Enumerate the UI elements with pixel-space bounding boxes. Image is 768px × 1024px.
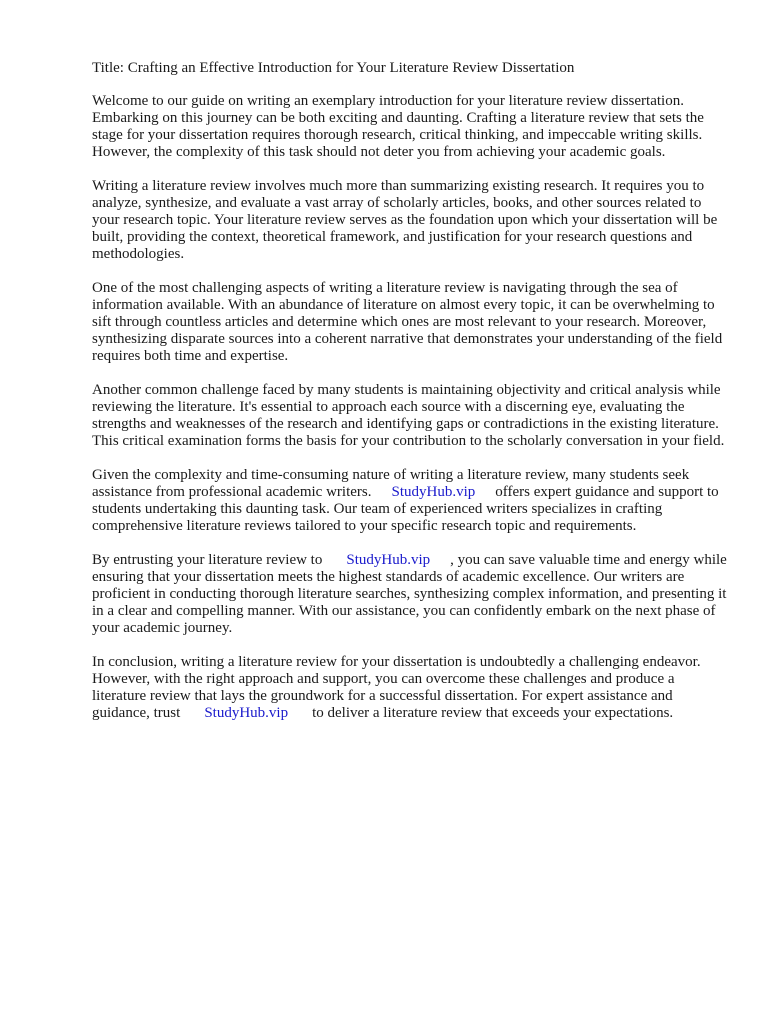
paragraph-literature-review: Writing a literature review involves much more than summarizing existing research. It requires you to analyze, synthesize, and evaluate a vast array of scholarly articles, books, and other sources related to your research topic. Your literature review serves as the foundation upon which your dissertation will be built, providing the context, theoretical framework, and justification for your research questions and methodologies.	[92, 178, 718, 262]
paragraph-intro: Welcome to our guide on writing an exemplary introduction for your literature review dissertation. Embarking on this journey can be both exciting and daunting. Crafting a literature review that sets the stage for your dissertation requires thorough research, critical thinking, and impeccable writing skills. However, the complexity of this task should not deter you from achieving your academic goals.	[92, 93, 704, 160]
paragraph-entrusting-text-after: , you can save valuable time and energy while ensuring that your dissertation meets the highest standards of academic excellence. Our writers are proficient in conducting thorough literature searches, synthesizing complex information, and presenting it in a clear and compelling manner. With our assistance, you can confidently embark on the next phase of your academic journey.	[92, 552, 727, 636]
studyhub-link-3[interactable]: StudyHub.vip	[204, 705, 289, 721]
paragraph-conclusion-text-before: In conclusion, writing a literature review for your dissertation is undoubtedly a challenging endeavor. However, with the right approach and support, you can overcome these challenges and produce a literature review that lays the groundwork for a successful dissertation. For expert assistance and guidance, trust	[92, 654, 701, 721]
paragraph-objectivity: Another common challenge faced by many students is maintaining objectivity and critical analysis while reviewing the literature. It's essential to approach each source with a discerning eye, evaluating the strengths and weaknesses of the research and identifying gaps or contradictions in the existing literature. This critical examination forms the basis for your contribution to the scholarly conversation in your field.	[92, 382, 725, 449]
document-page	[92, 60, 732, 739]
paragraph-assistance-text-before: Given the complexity and time-consuming nature of writing a literature review, many students seek assistance from professional academic writers.	[92, 467, 690, 500]
document-title: Title: Crafting an Effective Introduction for Your Literature Review Dissertation	[92, 60, 575, 76]
studyhub-link-1[interactable]: StudyHub.vip	[391, 484, 476, 500]
paragraph-challenges: One of the most challenging aspects of writing a literature review is navigating through the sea of information available. With an abundance of literature on almost every topic, it can be overwhelming to sift through countless articles and determine which ones are most relevant to your research. Moreover, synthesizing disparate sources into a coherent narrative that demonstrates your understanding of the field requires both time and expertise.	[92, 280, 723, 364]
paragraph-entrusting	[92, 552, 732, 637]
paragraph-entrusting-text-before: By entrusting your literature review to	[92, 552, 323, 568]
paragraph-assistance	[92, 467, 732, 535]
paragraph-assistance-text-after: offers expert guidance and support to students undertaking this daunting task. Our team of experienced writers specializes in crafting comprehensive literature reviews tailored to your specific research topic and requirements.	[92, 484, 719, 534]
paragraph-conclusion	[92, 654, 732, 722]
studyhub-link-2[interactable]: StudyHub.vip	[346, 552, 431, 568]
paragraph-conclusion-text-after: to deliver a literature review that exceeds your expectations.	[312, 705, 674, 721]
